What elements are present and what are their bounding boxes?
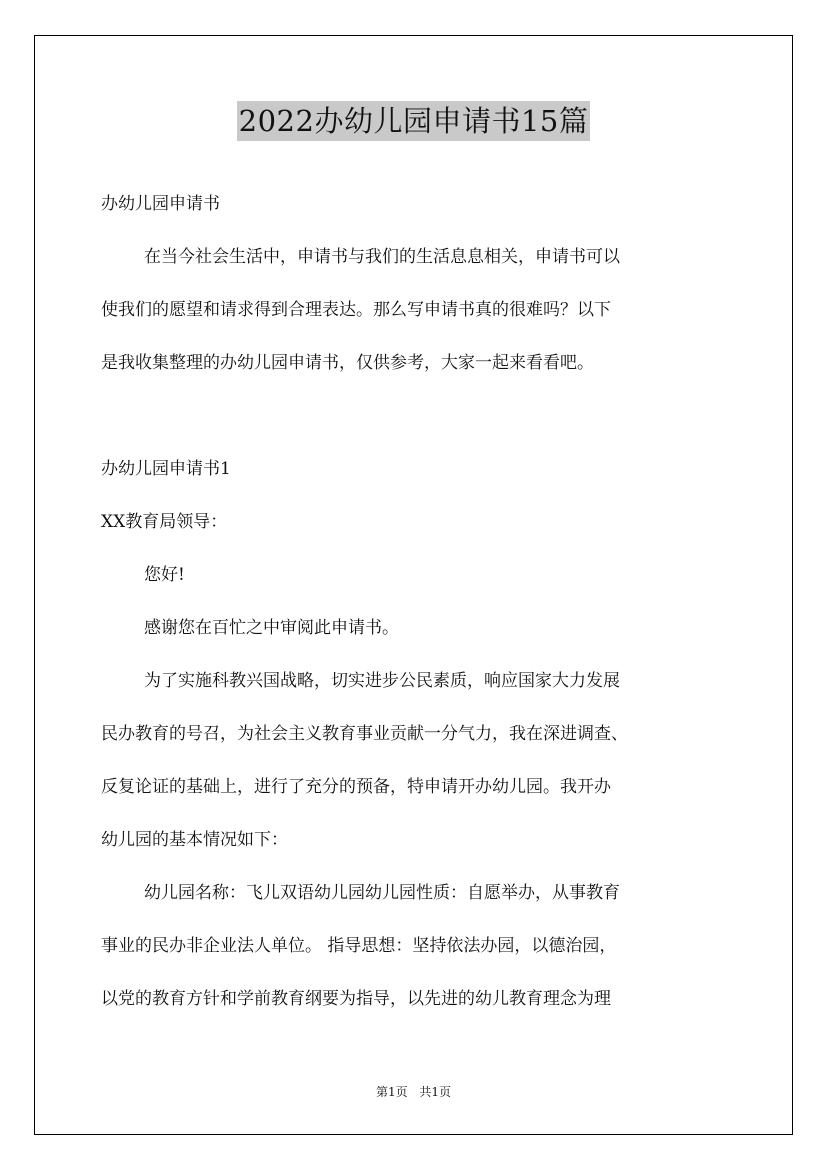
paragraph-line: 民办教育的号召，为社会主义教育事业贡献一分气力，我在深进调查、 [101, 724, 628, 744]
blank-line [101, 390, 741, 443]
paragraph-line: 幼儿园名称：飞儿双语幼儿园幼儿园性质：自愿举办，从事教育 [144, 883, 620, 903]
paragraph-line: 以党的教育方针和学前教育纲要为指导，以先进的幼儿教育理念为理 [101, 989, 611, 1009]
salutation: XX教育局领导： [101, 512, 228, 532]
paragraph-line: 为了实施科教兴国战略，切实进步公民素质，响应国家大力发展 [144, 671, 620, 691]
paragraph-line: 在当今社会生活中，申请书与我们的生活息息相关，申请书可以 [144, 247, 620, 267]
title-container [0, 101, 827, 141]
page-footer [0, 1083, 827, 1101]
paragraph-line: 使我们的愿望和请求得到合理表达。那么写申请书真的很难吗？以下 [101, 300, 611, 320]
paragraph-line: 反复论证的基础上，进行了充分的预备，特申请开办幼儿园。我开办 [101, 777, 611, 797]
page-number-current: 第1页 [375, 1085, 408, 1099]
document-body [101, 178, 741, 1026]
paragraph-line: 幼儿园的基本情况如下： [101, 830, 288, 850]
section-heading: 办幼儿园申请书 [101, 194, 220, 214]
paragraph-line: 是我收集整理的办幼儿园申请书，仅供参考，大家一起来看看吧。 [101, 353, 594, 373]
document-title: 2022办幼儿园申请书15篇 [237, 101, 591, 141]
section-heading: 办幼儿园申请书1 [101, 459, 231, 479]
paragraph-line: 事业的民办非企业法人单位。 指导思想：坚持依法办园，以德治园， [101, 936, 617, 956]
page-number-total: 共1页 [419, 1085, 452, 1099]
paragraph-line: 感谢您在百忙之中审阅此申请书。 [144, 618, 399, 638]
greeting: 您好! [144, 565, 185, 585]
